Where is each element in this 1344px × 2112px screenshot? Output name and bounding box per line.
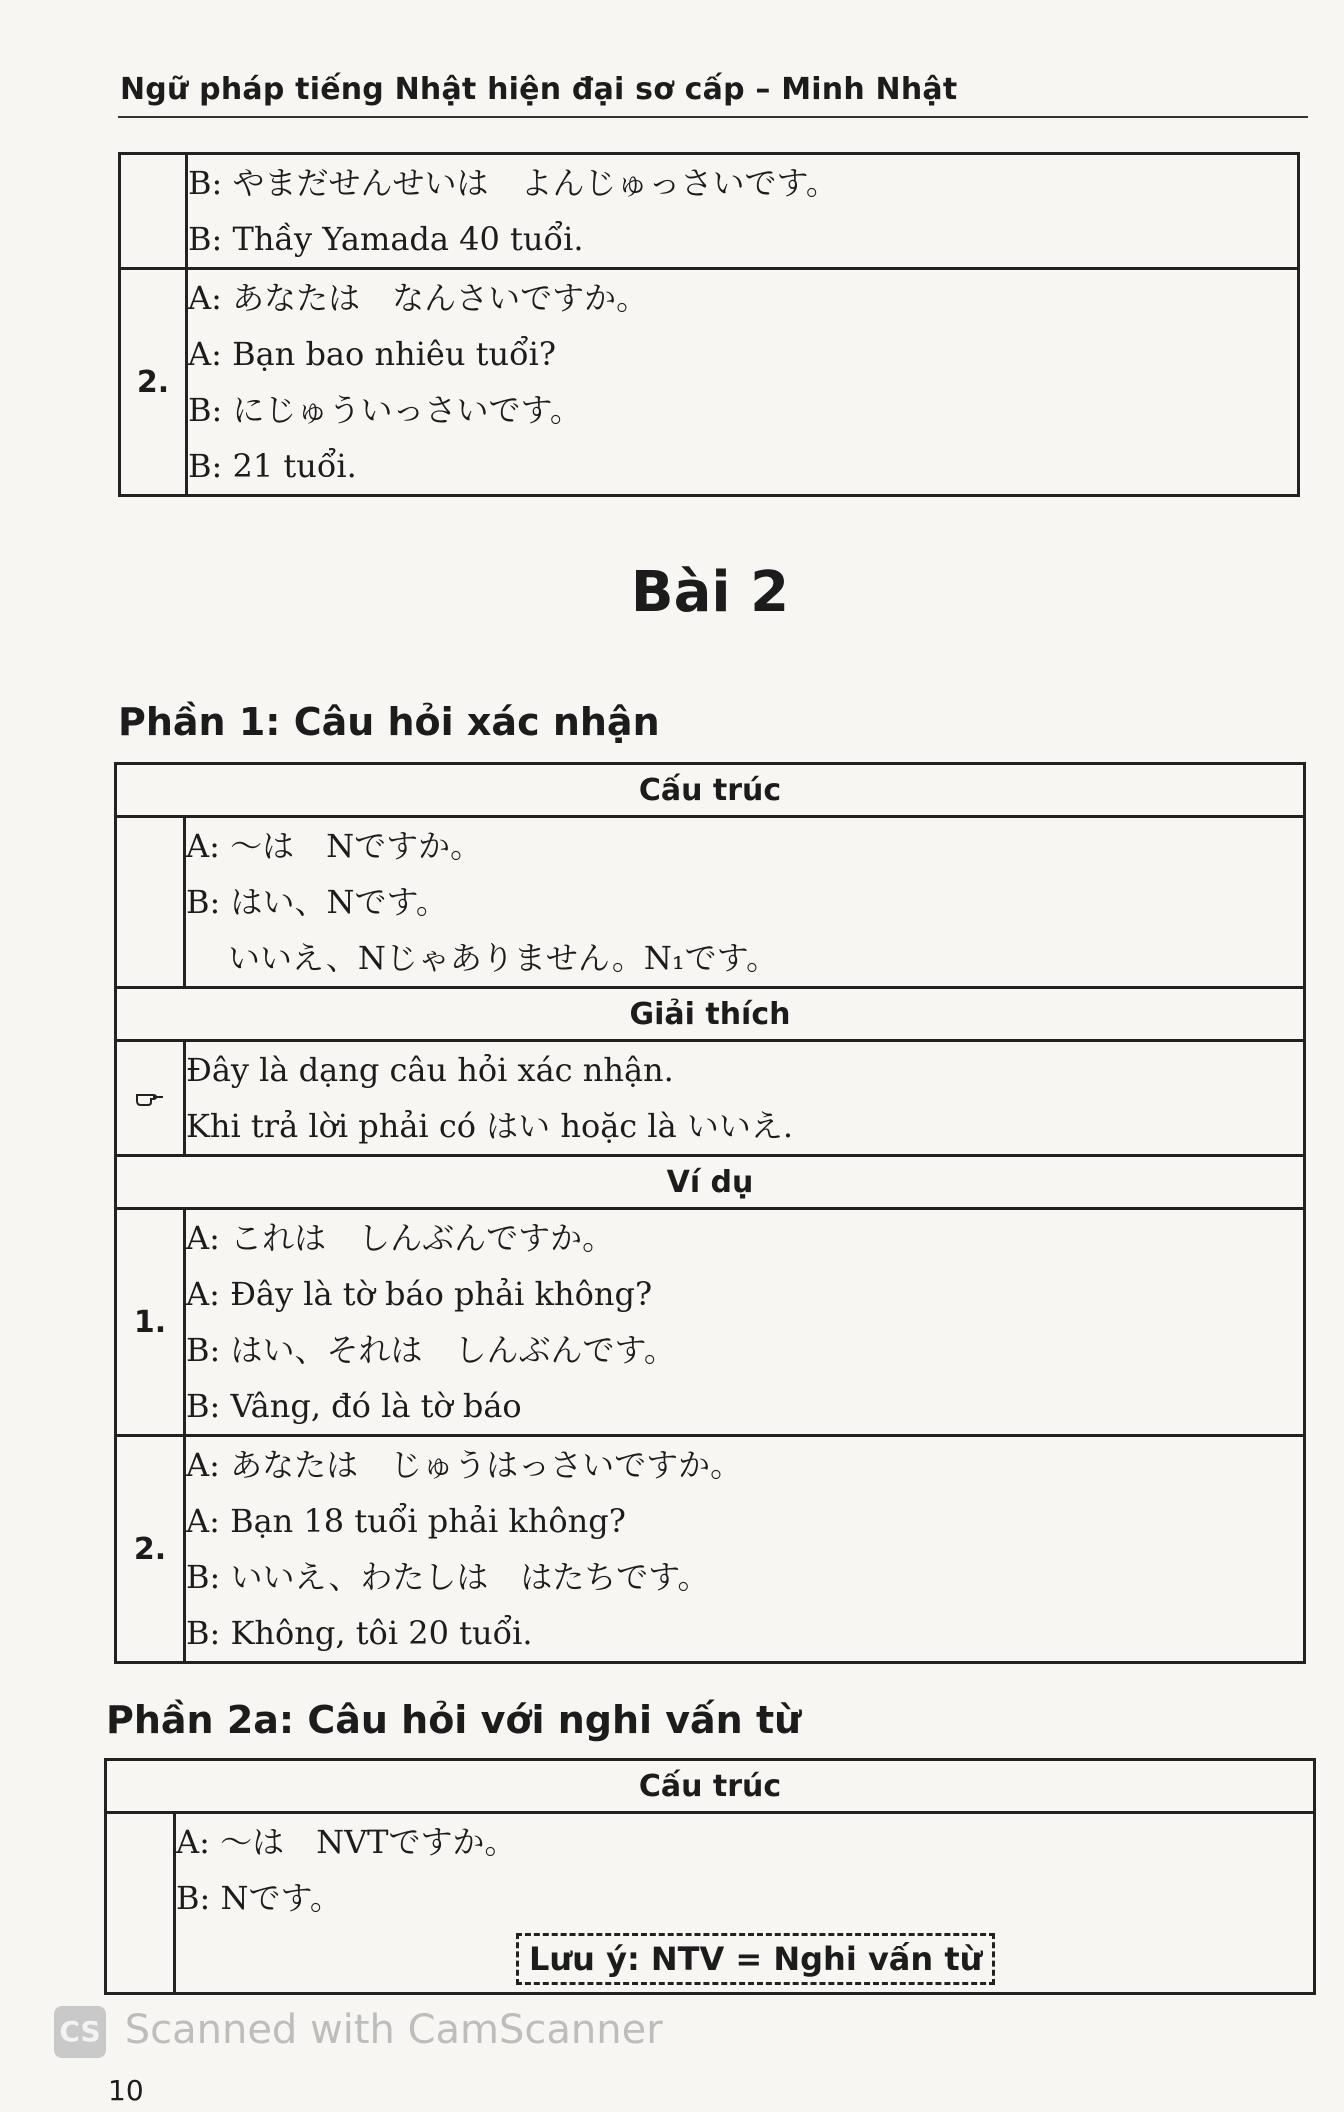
page-number: 10 xyxy=(108,2074,144,2107)
table-row xyxy=(120,269,1299,496)
example-line: B: Thầy Yamada 40 tuổi. xyxy=(188,220,584,258)
structure-header: Cấu trúc xyxy=(106,1760,1315,1813)
structure-marker-cell xyxy=(106,1813,175,1994)
structure-line: B: Nです。 xyxy=(176,1879,342,1917)
table-row xyxy=(116,817,1305,988)
example-number: 2. xyxy=(116,1436,185,1663)
example-content xyxy=(187,269,1299,496)
structure-line: B: はい、Nです。 xyxy=(186,883,448,921)
explanation-content xyxy=(185,1041,1305,1156)
example-content xyxy=(185,1209,1305,1436)
table-row xyxy=(116,1156,1305,1209)
structure-content xyxy=(175,1813,1315,1994)
structure-content xyxy=(185,817,1305,988)
example-line: A: Bạn 18 tuổi phải không? xyxy=(186,1502,626,1540)
example-line: A: あなたは じゅうはっさいですか。 xyxy=(186,1446,743,1484)
example-content xyxy=(185,1436,1305,1663)
part2a-heading: Phần 2a: Câu hỏi với nghi vấn từ xyxy=(106,1698,802,1742)
example-line: B: Vâng, đó là tờ báo xyxy=(186,1387,522,1425)
table-row xyxy=(116,1436,1305,1663)
camscanner-logo-icon: CS xyxy=(54,2006,106,2058)
example-line: A: あなたは なんさいですか。 xyxy=(188,279,649,317)
structure-marker-cell xyxy=(116,817,185,988)
part2a-table xyxy=(104,1758,1316,1995)
example-number xyxy=(120,154,187,269)
part1-table xyxy=(114,762,1306,1664)
part1-heading: Phần 1: Câu hỏi xác nhận xyxy=(118,700,660,744)
note-line xyxy=(176,1926,1313,1992)
example-line: B: やまだせんせいは よんじゅっさいです。 xyxy=(188,164,838,202)
example-line: A: Đây là tờ báo phải không? xyxy=(186,1275,653,1313)
example-line: A: Bạn bao nhiêu tuổi? xyxy=(188,335,557,373)
pointing-hand-icon xyxy=(135,1081,165,1116)
note-box: Lưu ý: NTV = Nghi vấn từ xyxy=(516,1933,995,1985)
example-number: 1. xyxy=(116,1209,185,1436)
example-line: B: はい、それは しんぶんです。 xyxy=(186,1331,676,1369)
example-line: A: これは しんぶんですか。 xyxy=(186,1219,615,1257)
table-row xyxy=(116,1209,1305,1436)
table-row xyxy=(106,1760,1315,1813)
previous-examples-table xyxy=(118,152,1300,497)
example-header: Ví dụ xyxy=(116,1156,1305,1209)
structure-line: いいえ、Nじゃありません。N₁です。 xyxy=(228,939,779,977)
explanation-marker-cell xyxy=(116,1041,185,1156)
table-row xyxy=(106,1813,1315,1994)
table-row xyxy=(116,988,1305,1041)
explanation-line: Đây là dạng câu hỏi xác nhận. xyxy=(186,1051,674,1089)
table-row xyxy=(116,1041,1305,1156)
lesson-title: Bài 2 xyxy=(630,560,790,625)
example-line: B: にじゅういっさいです。 xyxy=(188,391,582,429)
structure-line: A: ～は NVTですか。 xyxy=(176,1823,517,1861)
example-line: B: 21 tuổi. xyxy=(188,447,357,485)
header-rule xyxy=(118,116,1308,118)
explanation-line: Khi trả lời phải có はい hoặc là いいえ. xyxy=(186,1107,794,1145)
table-row xyxy=(120,154,1299,269)
running-head: Ngữ pháp tiếng Nhật hiện đại sơ cấp – Minh Nhật xyxy=(120,72,958,107)
watermark-text: Scanned with CamScanner xyxy=(124,2007,663,2053)
structure-line: A: ～は Nですか。 xyxy=(186,827,483,865)
scanner-watermark xyxy=(54,2006,663,2058)
example-content xyxy=(187,154,1299,269)
explanation-header: Giải thích xyxy=(116,988,1305,1041)
table-row xyxy=(116,764,1305,817)
example-line: B: Không, tôi 20 tuổi. xyxy=(186,1614,533,1652)
example-number: 2. xyxy=(120,269,187,496)
example-line: B: いいえ、わたしは はたちです。 xyxy=(186,1558,710,1596)
structure-header: Cấu trúc xyxy=(116,764,1305,817)
